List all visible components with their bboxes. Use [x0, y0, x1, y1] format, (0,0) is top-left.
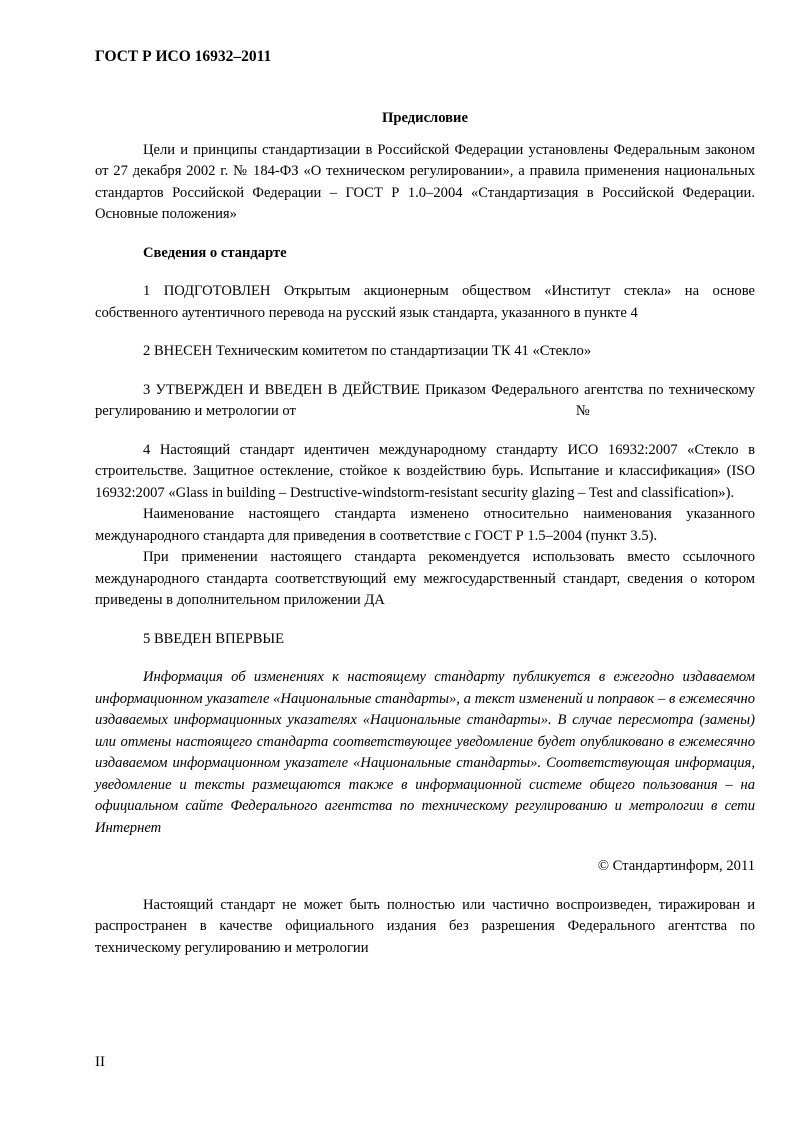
info-item-4-para-3: При применении настоящего стандарта рекомендуется использовать вместо ссылочного международного стандарта соответствующий ему межгосударственный стандарт, сведения о котором приведены в дополнительном приложении ДА — [95, 549, 755, 608]
info-item-3 — [95, 380, 755, 423]
document-body — [95, 108, 755, 959]
info-item-3-text: 3 УТВЕРЖДЕН И ВВЕДЕН В ДЕЙСТВИЕ Приказом Федерального агентства по техническому регулированию и метрологии от — [95, 381, 755, 419]
copyright: © Стандартинформ, 2011 — [597, 858, 755, 874]
info-item-2: 2 ВНЕСЕН Техническим комитетом по стандартизации ТК 41 «Стекло» — [143, 343, 592, 359]
legal-notice: Настоящий стандарт не может быть полностью или частично воспроизведен, тиражирован и распространен в качестве официального издания без разрешения Федерального агентства по техническому регулированию и метрологии — [95, 896, 755, 956]
changes-notice: Информация об изменениях к настоящему стандарту публикуется в ежегодно издаваемом информационном указателе «Национальные стандарты», а текст изменений и поправок – в ежемесячно издаваемых информационных указателях «Национальные стандарты». В случае пересмотра (замены) или отмены настоящего стандарта соответствующее уведомление будет опубликовано в ежемесячно издаваемом информационном указателе «Национальные стандарты». Соответствующая информация, уведомление и тексты размещаются также в информационной системе общего пользования – на официальном сайте Федерального агентства по техническому регулированию и метрологии в сети Интернет — [95, 669, 755, 836]
info-item-4-para-2: Наименование настоящего стандарта изменено относительно наименования указанного международного стандарта для приведения в соответствие с ГОСТ Р 1.5–2004 (пункт 3.5). — [95, 506, 755, 544]
info-item-4: 4 Настоящий стандарт идентичен международному стандарту ИСО 16932:2007 «Стекло в строительстве. Защитное остекление, стойкое к воздействию бурь. Испытание и классификация» (ISO 16932:2007 «Glass in building – Destructive-windstorm-resistant security glazing – Test and classification»). — [95, 441, 755, 501]
info-item-3-number-sign: № — [575, 403, 590, 419]
page-number: II — [95, 1054, 105, 1070]
info-item-1: 1 ПОДГОТОВЛЕН Открытым акционерным обществом «Институт стекла» на основе собственного аутентичного перевода на русский язык стандарта, указанного в пункте 4 — [95, 283, 755, 321]
info-item-5: 5 ВВЕДЕН ВПЕРВЫЕ — [143, 630, 285, 647]
info-heading: Сведения о стандарте — [143, 244, 287, 261]
standard-code: ГОСТ Р ИСО 16932–2011 — [95, 48, 272, 65]
preface-intro: Цели и принципы стандартизации в Российской Федерации установлены Федеральным законом от 27 декабря 2002 г. № 184-ФЗ «О техническом регулировании», а правила применения национальных стандартов Российской Федерации – ГОСТ Р 1.0–2004 «Стандартизация в Российской Федерации. Основные положения» — [95, 141, 755, 222]
preface-title: Предисловие — [382, 110, 468, 126]
